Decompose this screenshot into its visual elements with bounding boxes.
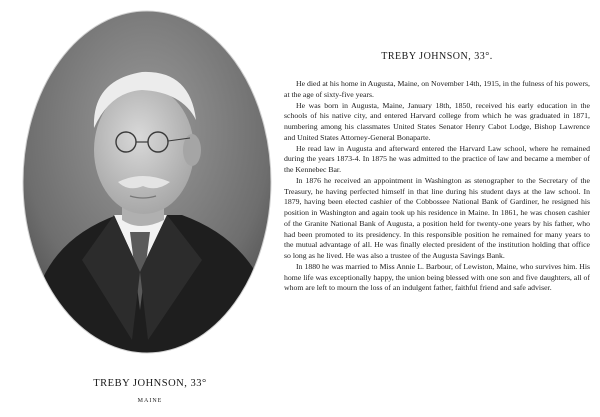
article-paragraph: In 1876 he received an appointment in Washington as stenographer to the Secretary of the Treasury, he having perfected himself in that line during his student days at the law school. In 1879, having been elected cashier of the Cobbossee National Bank of Gardiner, he resigned his position in Washington and again took up his residence in Maine. In 1861, he was chosen cashier of the Granite National Bank of Augusta, a position held for twenty-one years by his father, who had been promoted to its presidency. In this responsible position he remained for many years to the mutual advantage of all. He was finally elected president of the institution holding that office so long as he lived. He was also a trustee of the Augusta Savings Bank. (284, 175, 590, 260)
article-paragraph: He read law in Augusta and afterward entered the Harvard Law school, where he remained during the years 1873-4. In 1875 he was admitted to the practice of law and became a member of the Kennebec Bar. (284, 143, 590, 174)
portrait-caption-name: TREBY JOHNSON, 33° (93, 378, 207, 389)
portrait-photo (22, 10, 272, 355)
article-heading: TREBY JOHNSON, 33°. (381, 51, 493, 62)
article-body (284, 79, 590, 294)
portrait-caption-place: MAINE (137, 398, 163, 404)
article-column (284, 0, 590, 417)
article-paragraph: He died at his home in Augusta, Maine, on November 14th, 1915, in the fulness of his powers, at the age of sixty-five years. (284, 79, 590, 99)
article-paragraph: In 1880 he was married to Miss Annie L. Barbour, of Lewiston, Maine, who survives him. His home life was exceptionally happy, the union being blessed with one son and five daughters, all of whom are left to mourn the loss of an indulgent father, faithful friend and safe adviser. (284, 261, 590, 293)
article-paragraph: He was born in Augusta, Maine, January 18th, 1850, received his early education in the schools of his native city, and entered Harvard college from which he was graduated in 1871, numbering among his classmates United States Senator Henry Cabot Lodge, Bishop Lawrence and United States Attorney-General Bonaparte. (284, 100, 590, 142)
